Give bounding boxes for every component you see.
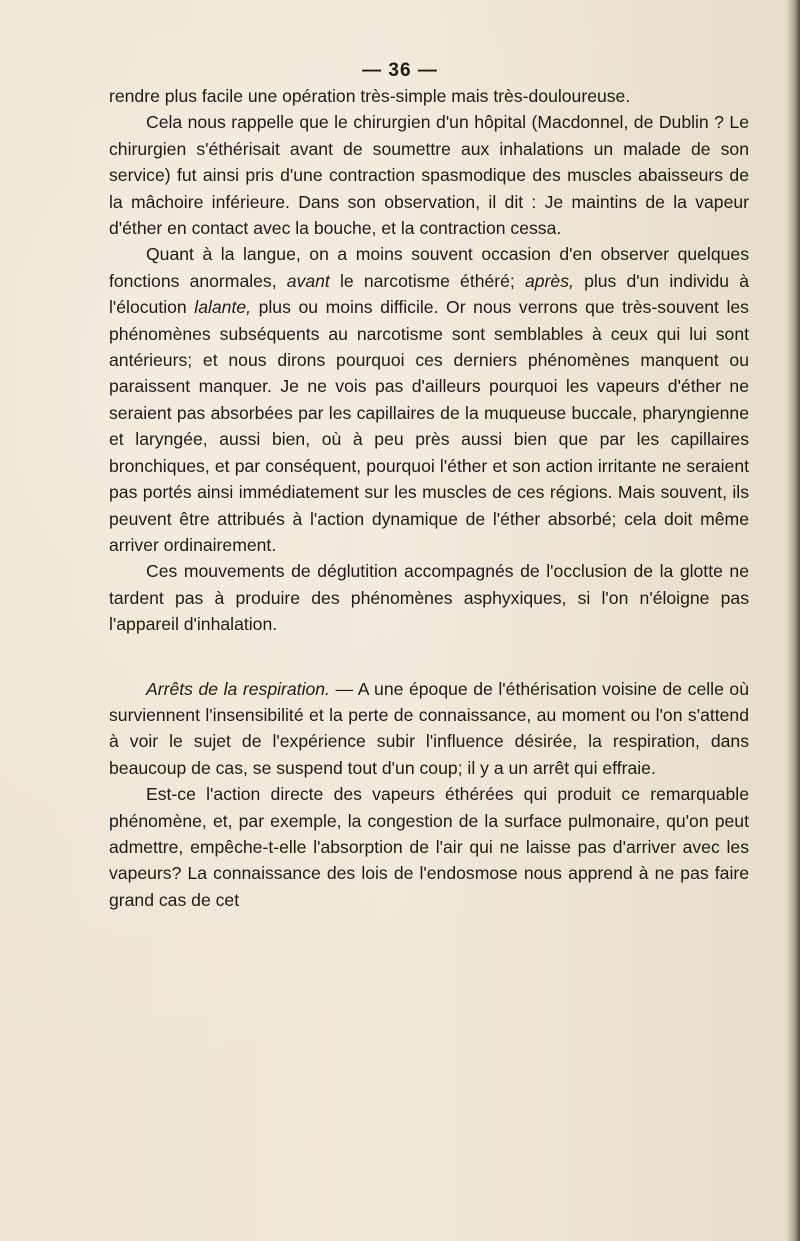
paragraph-arrets: [109, 676, 749, 782]
paragraph-continuation: rendre plus facile une opération très-simple mais très-douloureuse.: [109, 86, 631, 106]
paragraph-deglutition: Ces mouvements de déglutition accompagnés de l'occlusion de la glotte ne tardent pas à produire des phénomènes asphyxiques, si l'on n'éloigne pas l'appareil d'inhalation.: [109, 561, 749, 635]
paragraph-langue-text: le narcotisme éthéré;: [329, 270, 525, 291]
paragraph-langue-text: Quant à la langue, on a moins souvent occasion d'en observer quelques fonctions anormales,: [109, 244, 749, 291]
paragraph-langue-text: plus ou moins difficile. Or nous verrons que très-souvent les phénomènes subséquents au narcotisme sont semblables à ceux qui lui sont antérieurs; et nous dirons pourquoi ces derniers phénomènes manquent ou paraissent manquer. Je ne vois pas d'ailleurs pourquoi les vapeurs d'éther ne seraient pas absorbées par les capillaires de la muqueuse buccale, pharyngienne et laryngée, aussi bien, où à peu près aussi bien que par les capillaires bronchiques, et par conséquent, pourquoi l'éther et son action irritante ne seraient pas portés ainsi immédiatement sur les muscles de ces régions. Mais souvent, ils peuvent être attribués à l'action dynamique de l'éther absorbé; cela doit même arriver ordinairement.: [109, 297, 749, 555]
section-gap: [109, 638, 749, 676]
emphasis-lalante: lalante,: [194, 297, 252, 318]
page-edge-shadow: [786, 0, 800, 1241]
emphasis-apres: après,: [525, 270, 574, 291]
paragraph-langue: [109, 241, 749, 558]
section-heading-arrets: Arrêts de la respiration.: [146, 678, 330, 699]
body-text: [109, 83, 749, 913]
paragraph-macdonnel: Cela nous rappelle que le chirurgien d'un hôpital (Macdonnel, de Dublin ? Le chirurgien s'éthérisait avant de soumettre aux inhalations un malade de son service) fut ainsi pris d'une contraction spasmodique des muscles abaisseurs de la mâchoire inférieure. Dans son observation, il dit : Je maintins de la vapeur d'éther en contact avec la bouche, et la contraction cessa.: [109, 112, 749, 239]
page-number: — 36 —: [362, 60, 438, 81]
paragraph-langue-text: plus d'un individu à l'élocution: [109, 270, 749, 318]
emphasis-avant: avant: [286, 270, 330, 291]
paragraph-action-directe: Est-ce l'action directe des vapeurs éthérées qui produit ce remarquable phénomène, et, par exemple, la congestion de la surface pulmonaire, qu'on peut admettre, empêche-t-elle l'absorption de l'air qui ne laisse pas d'arriver avec les vapeurs? La connaissance des lois de l'endosmose nous apprend à ne pas faire grand cas de cet: [109, 784, 749, 910]
paragraph-arrets-text: — A une époque de l'éthérisation voisine de celle où surviennent l'insensibilité et la perte de connaissance, au moment ou l'on s'attend à voir le sujet de l'expérience subir l'influence désirée, la respiration, dans beaucoup de cas, se suspend tout d'un coup; il y a un arrêt qui effraie.: [109, 678, 749, 778]
